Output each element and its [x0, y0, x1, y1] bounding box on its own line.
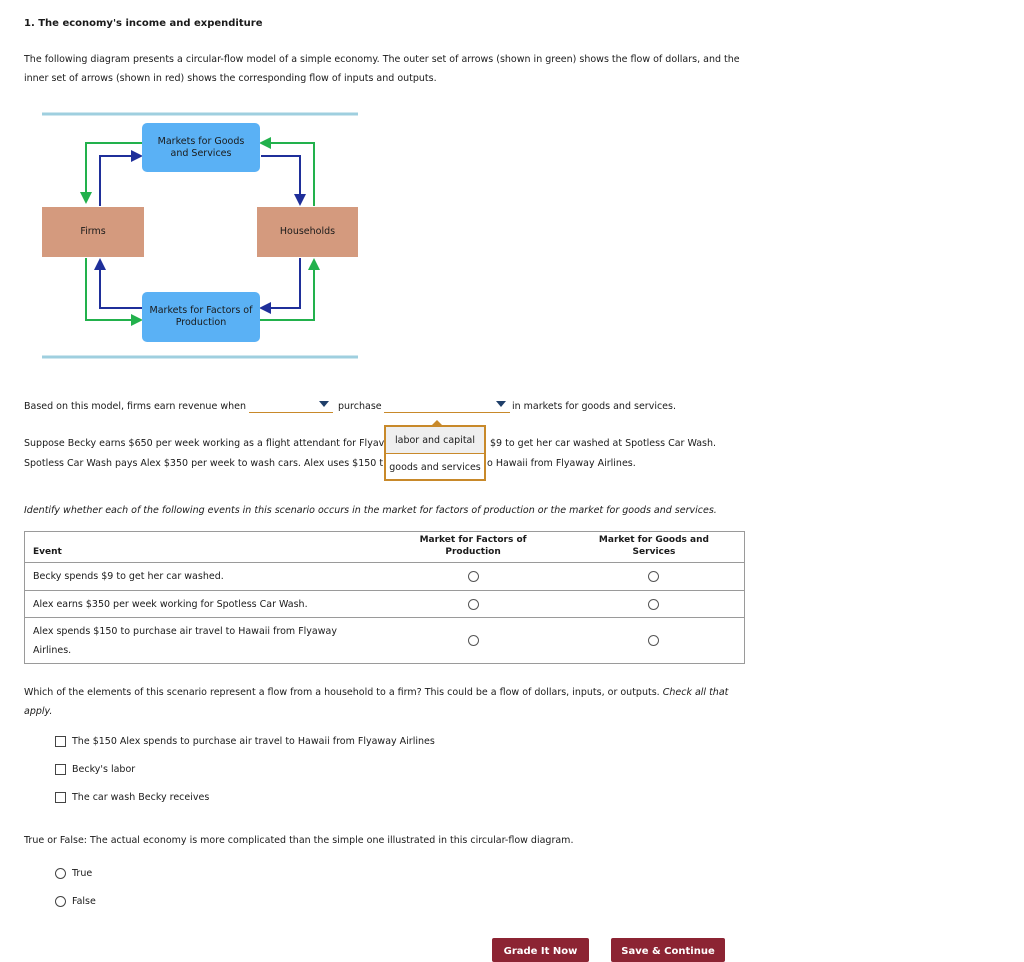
save-continue-button[interactable]: Save & Continue: [611, 938, 725, 962]
identify-prompt: Identify whether each of the following events in this scenario occurs in the market for factors of production or the market for goods and services.: [24, 505, 717, 516]
dropdown-option-goods-services[interactable]: goods and services: [389, 461, 481, 473]
factors-market-label: Markets for Factors of Production: [149, 305, 253, 328]
flow-question-text: Which of the elements of this scenario represent a flow from a household to a firm? This could be a flow of dollars, inputs, or outputs.: [24, 687, 660, 698]
events-table: [24, 531, 745, 664]
revenue-dropdown-1[interactable]: [249, 398, 333, 413]
event-cell: Alex spends $150 to purchase air travel to Hawaii from Flyaway Airlines.: [25, 618, 383, 664]
green-arrow-goods-to-firms: [86, 143, 143, 202]
events-table-header: [25, 532, 745, 563]
factors-market-box: [142, 292, 260, 342]
factors-radio[interactable]: [468, 571, 479, 582]
goods-services-market-box: [142, 123, 260, 172]
dropdown-caret-icon: [319, 401, 329, 407]
flow-option-1-label[interactable]: The $150 Alex spends to purchase air travel to Hawaii from Flyaway Airlines: [72, 736, 435, 747]
dropdown-options-popup: [384, 425, 486, 481]
blue-arrow-firms-to-goods: [100, 156, 141, 206]
dropdown-option-labor-capital[interactable]: labor and capital: [386, 427, 484, 453]
scenario-line-1-end: $9 to get her car washed at Spotless Car Wash.: [490, 438, 717, 449]
goods-column-header: Market for Goods and Services: [598, 535, 709, 557]
goods-services-market-label: Markets for Goods and Services: [157, 135, 245, 159]
factors-column-header: Market for Factors of Production: [419, 535, 527, 557]
scenario-line-2-end: o Hawaii from Flyaway Airlines.: [487, 458, 636, 469]
firms-box: [42, 207, 144, 257]
event-cell: Alex earns $350 per week working for Spotless Car Wash.: [25, 591, 383, 618]
factors-cell: [382, 591, 564, 618]
factors-radio[interactable]: [468, 599, 479, 610]
circular-flow-diagram: [42, 112, 360, 362]
firms-label: Firms: [80, 226, 106, 237]
goods-radio[interactable]: [648, 599, 659, 610]
scenario-line-2-start: Spotless Car Wash pays Alex $350 per week to wash cars. Alex uses $150 t: [24, 458, 384, 469]
households-box: [257, 207, 358, 257]
popup-pointer: [430, 420, 444, 427]
flow-option-1-checkbox[interactable]: [55, 736, 66, 747]
flow-option-3-checkbox[interactable]: [55, 792, 66, 803]
blue-arrow-households-to-factors: [261, 258, 300, 308]
goods-radio[interactable]: [648, 571, 659, 582]
question-intro: The following diagram presents a circular-flow model of a simple economy. The outer set of arrows (shown in green) shows the flow of dollars, and the inner set of arrows (shown in red) shows the corresponding flow of inputs and outputs.: [24, 54, 740, 84]
table-row: [25, 618, 745, 664]
flow-option-2-label[interactable]: Becky's labor: [72, 764, 136, 775]
revenue-middle: purchase: [338, 401, 382, 412]
flow-option-2-checkbox[interactable]: [55, 764, 66, 775]
green-arrow-factors-to-households: [259, 260, 314, 320]
event-column-header: Event: [33, 547, 62, 557]
goods-cell: [564, 563, 745, 591]
goods-cell: [564, 591, 745, 618]
question-title: 1. The economy's income and expenditure: [24, 18, 263, 29]
flow-question-instruction: Check all that apply.: [24, 687, 729, 717]
blue-arrow-goods-to-households: [261, 156, 300, 204]
flow-question: [24, 683, 754, 721]
dropdown-caret-icon: [496, 401, 506, 407]
tf-question-text: True or False: The actual economy is more complicated than the simple one illustrated in this circular-flow diagram.: [24, 835, 574, 846]
true-label[interactable]: True: [72, 868, 93, 879]
scenario-line-1-start: Suppose Becky earns $650 per week working as a flight attendant for Flyav: [24, 438, 385, 449]
grade-it-now-button[interactable]: Grade It Now: [492, 938, 589, 962]
false-radio[interactable]: [55, 896, 66, 907]
table-row: [25, 591, 745, 618]
factors-cell: [382, 618, 564, 664]
factors-cell: [382, 563, 564, 591]
households-label: Households: [279, 226, 336, 237]
revenue-suffix: in markets for goods and services.: [512, 401, 676, 412]
green-arrow-households-to-goods: [261, 143, 314, 206]
true-radio[interactable]: [55, 868, 66, 879]
factors-radio[interactable]: [468, 635, 479, 646]
revenue-dropdown-2[interactable]: [384, 398, 510, 413]
green-arrow-firms-to-factors: [86, 258, 141, 320]
blue-arrow-factors-to-firms: [100, 260, 143, 308]
revenue-prefix: Based on this model, firms earn revenue when: [24, 401, 246, 412]
table-row: [25, 563, 745, 591]
flow-option-3-label[interactable]: The car wash Becky receives: [72, 792, 210, 803]
goods-radio[interactable]: [648, 635, 659, 646]
goods-cell: [564, 618, 745, 664]
false-label[interactable]: False: [72, 896, 96, 907]
event-cell: Becky spends $9 to get her car washed.: [25, 563, 383, 591]
